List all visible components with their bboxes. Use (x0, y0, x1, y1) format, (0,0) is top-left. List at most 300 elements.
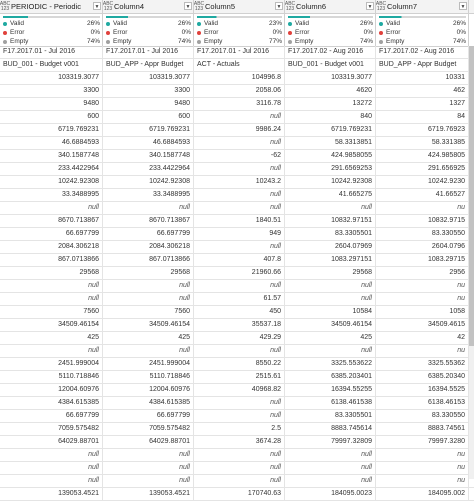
table-cell[interactable]: F17.2017.01 - Jul 2016 (103, 46, 194, 58)
valid-dot-icon (379, 22, 383, 26)
table-cell[interactable]: 2515.61 (194, 371, 285, 383)
table-row (0, 306, 474, 319)
table-cell[interactable]: nu (376, 345, 469, 357)
table-cell[interactable]: 7059.575482 (0, 423, 103, 435)
table-cell[interactable]: 9986.24 (194, 124, 285, 136)
table-row (0, 111, 474, 124)
valid-dot-icon (288, 22, 292, 26)
table-cell[interactable]: null (285, 280, 376, 292)
table-cell[interactable]: 10242.92308 (285, 176, 376, 188)
any-type-icon: ABC 123 (0, 0, 11, 12)
valid-dot-icon (197, 22, 201, 26)
table-cell[interactable]: 5110.718846 (0, 371, 103, 383)
table-row (0, 85, 474, 98)
table-cell[interactable]: 10243.2 (194, 176, 285, 188)
table-cell[interactable]: 8670.713867 (0, 215, 103, 227)
quality-valid-line (106, 19, 191, 28)
table-cell[interactable]: ACT - Actuals (194, 59, 285, 71)
quality-error-line (106, 28, 191, 37)
quality-valid-label: Valid (379, 20, 400, 27)
table-row (0, 371, 474, 384)
quality-bar (3, 16, 100, 18)
table-cell[interactable]: 9480 (0, 98, 103, 110)
table-cell[interactable]: null (194, 410, 285, 422)
error-dot-icon (197, 31, 201, 35)
table-cell[interactable]: 2058.06 (194, 85, 285, 97)
table-cell[interactable]: 66.697799 (0, 228, 103, 240)
table-cell[interactable]: 83.330550 (376, 228, 469, 240)
table-cell[interactable]: 2.5 (194, 423, 285, 435)
table-cell[interactable]: 13272 (285, 98, 376, 110)
table-cell[interactable]: 4620 (285, 85, 376, 97)
table-cell[interactable]: 29568 (0, 267, 103, 279)
table-row (0, 488, 474, 501)
table-row (0, 46, 474, 59)
table-row (0, 254, 474, 267)
error-dot-icon (3, 31, 7, 35)
table-cell[interactable]: 2604.07969 (285, 241, 376, 253)
table-cell[interactable]: null (285, 475, 376, 487)
quality-valid-value: 23% (268, 20, 282, 27)
table-cell[interactable]: null (0, 475, 103, 487)
table-cell[interactable]: 425 (285, 332, 376, 344)
quality-bar (379, 16, 466, 18)
table-cell[interactable]: 29568 (285, 267, 376, 279)
quality-bar (197, 16, 282, 18)
quality-empty-label: Empty (197, 38, 222, 45)
quality-error-value: 0% (363, 29, 373, 36)
column-filter-dropdown-icon[interactable]: ▼ (185, 4, 191, 10)
table-cell[interactable]: 1083.297151 (285, 254, 376, 266)
quality-valid-label: Valid (106, 20, 127, 27)
column-header-2[interactable] (103, 0, 194, 13)
table-cell[interactable]: 340.1587748 (0, 150, 103, 162)
table-cell[interactable]: 600 (103, 111, 194, 123)
table-cell[interactable]: null (103, 462, 194, 474)
table-row (0, 384, 474, 397)
table-cell[interactable]: 103319.3077 (285, 72, 376, 84)
column-header-row (0, 0, 474, 14)
table-cell[interactable]: nu (376, 449, 469, 461)
table-cell[interactable]: 450 (194, 306, 285, 318)
table-cell[interactable]: BUD_001 - Budget v001 (0, 59, 103, 71)
quality-valid-label: Valid (288, 20, 309, 27)
table-cell[interactable]: null (0, 462, 103, 474)
quality-error-value: 0% (456, 29, 466, 36)
table-cell[interactable]: 83.330550 (376, 410, 469, 422)
table-cell[interactable]: 3325.55362 (376, 358, 469, 370)
table-cell[interactable]: 10832.97151 (285, 215, 376, 227)
table-cell[interactable]: 66.697799 (103, 228, 194, 240)
table-cell[interactable]: 425 (103, 332, 194, 344)
table-cell[interactable]: 184095.002 (376, 488, 469, 500)
table-cell[interactable]: 233.4422964 (103, 163, 194, 175)
table-cell[interactable]: 949 (194, 228, 285, 240)
table-row (0, 202, 474, 215)
table-cell[interactable]: 66.697799 (0, 410, 103, 422)
table-cell[interactable]: 7560 (0, 306, 103, 318)
column-quality-3 (194, 14, 285, 46)
table-cell[interactable]: 10584 (285, 306, 376, 318)
table-cell[interactable]: 8883.745614 (285, 423, 376, 435)
table-row (0, 410, 474, 423)
table-cell[interactable]: 34509.46154 (103, 319, 194, 331)
table-cell[interactable]: null (194, 280, 285, 292)
quality-empty-line (106, 37, 191, 46)
table-row (0, 449, 474, 462)
table-cell[interactable]: 10242.9230 (376, 176, 469, 188)
table-cell[interactable]: 104996.8 (194, 72, 285, 84)
table-cell[interactable]: 429.29 (194, 332, 285, 344)
column-quality-5 (376, 14, 469, 46)
table-cell[interactable]: null (285, 293, 376, 305)
quality-empty-label: Empty (3, 38, 28, 45)
table-cell[interactable]: 64029.88701 (103, 436, 194, 448)
table-cell[interactable]: -62 (194, 150, 285, 162)
quality-empty-label: Empty (106, 38, 131, 45)
table-cell[interactable]: null (194, 163, 285, 175)
quality-empty-label: Empty (379, 38, 404, 45)
column-quality-1 (0, 14, 103, 46)
table-cell[interactable]: 2451.999004 (0, 358, 103, 370)
table-row (0, 280, 474, 293)
table-row (0, 163, 474, 176)
quality-valid-line (288, 19, 373, 28)
table-row (0, 332, 474, 345)
quality-error-value: 0% (272, 29, 282, 36)
table-cell[interactable]: 4384.615385 (103, 397, 194, 409)
quality-empty-line (3, 37, 100, 46)
error-dot-icon (106, 31, 110, 35)
table-cell[interactable]: 600 (0, 111, 103, 123)
quality-valid-label: Valid (197, 20, 218, 27)
table-row (0, 358, 474, 371)
table-cell[interactable]: 3300 (0, 85, 103, 97)
table-cell[interactable]: 6719.76923 (376, 124, 469, 136)
quality-empty-line (379, 37, 466, 46)
table-cell[interactable]: 66.697799 (103, 410, 194, 422)
quality-error-label: Error (197, 29, 218, 36)
table-cell[interactable]: 139053.4521 (103, 488, 194, 500)
table-cell[interactable]: null (0, 280, 103, 292)
empty-dot-icon (3, 40, 7, 44)
table-cell[interactable]: 83.3305501 (285, 410, 376, 422)
table-cell[interactable]: 34509.46154 (0, 319, 103, 331)
table-cell[interactable]: null (0, 449, 103, 461)
table-cell[interactable]: 6719.769231 (103, 124, 194, 136)
table-cell[interactable]: 840 (285, 111, 376, 123)
table-cell[interactable]: 1327 (376, 98, 469, 110)
table-row (0, 345, 474, 358)
table-cell[interactable]: null (194, 475, 285, 487)
table-cell[interactable]: null (103, 475, 194, 487)
table-cell[interactable]: 867.0713866 (103, 254, 194, 266)
quality-empty-line (197, 37, 282, 46)
quality-valid-value: 26% (452, 20, 466, 27)
table-cell[interactable]: 6385.20340 (376, 371, 469, 383)
table-cell[interactable]: 2084.306218 (0, 241, 103, 253)
table-cell[interactable]: 103319.3077 (103, 72, 194, 84)
table-cell[interactable]: null (0, 293, 103, 305)
table-row (0, 150, 474, 163)
table-cell[interactable]: 425 (0, 332, 103, 344)
table-cell[interactable]: 79997.32809 (285, 436, 376, 448)
empty-dot-icon (288, 40, 292, 44)
table-cell[interactable]: 10242.92308 (0, 176, 103, 188)
table-cell[interactable]: 58.331385 (376, 137, 469, 149)
quality-valid-line (379, 19, 466, 28)
table-cell[interactable]: 867.0713866 (0, 254, 103, 266)
quality-error-label: Error (106, 29, 127, 36)
column-header-3[interactable] (194, 0, 285, 13)
table-cell[interactable]: 7059.575482 (103, 423, 194, 435)
table-cell[interactable]: null (103, 449, 194, 461)
table-cell[interactable]: 46.6884593 (0, 137, 103, 149)
table-cell[interactable]: 58.3313851 (285, 137, 376, 149)
table-cell[interactable]: 10242.92308 (103, 176, 194, 188)
quality-error-label: Error (3, 29, 24, 36)
table-cell[interactable]: 41.66527 (376, 189, 469, 201)
table-cell[interactable]: null (103, 345, 194, 357)
quality-empty-value: 77% (268, 38, 282, 45)
valid-dot-icon (106, 22, 110, 26)
table-row (0, 189, 474, 202)
error-dot-icon (288, 31, 292, 35)
table-cell[interactable]: null (194, 189, 285, 201)
table-cell[interactable]: 29568 (103, 267, 194, 279)
column-quality-2 (103, 14, 194, 46)
any-type-icon: ABC 123 (194, 0, 205, 12)
table-cell[interactable]: 6385.203401 (285, 371, 376, 383)
table-cell[interactable]: null (194, 137, 285, 149)
table-row (0, 397, 474, 410)
table-cell[interactable]: 12004.60976 (103, 384, 194, 396)
table-row (0, 98, 474, 111)
quality-empty-value: 74% (86, 38, 100, 45)
quality-empty-line (288, 37, 373, 46)
table-cell[interactable]: 1058 (376, 306, 469, 318)
table-cell[interactable]: 6719.769231 (285, 124, 376, 136)
quality-error-line (288, 28, 373, 37)
table-cell[interactable]: F17.2017.01 - Jul 2016 (194, 46, 285, 58)
column-header-1[interactable] (0, 0, 103, 13)
table-cell[interactable]: nu (376, 280, 469, 292)
table-row (0, 59, 474, 72)
table-cell[interactable]: 2604.0796 (376, 241, 469, 253)
table-cell[interactable]: null (194, 202, 285, 214)
table-cell[interactable]: 3300 (103, 85, 194, 97)
table-cell[interactable]: 6719.769231 (0, 124, 103, 136)
table-cell[interactable]: null (103, 202, 194, 214)
table-cell[interactable]: 5110.718846 (103, 371, 194, 383)
quality-error-value: 0% (181, 29, 191, 36)
table-row (0, 423, 474, 436)
table-cell[interactable]: BUD_APP - Appr Budget (376, 59, 469, 71)
quality-bar (106, 16, 191, 18)
table-cell[interactable]: 233.4422964 (0, 163, 103, 175)
column-filter-dropdown-icon[interactable]: ▼ (94, 4, 100, 10)
table-cell[interactable]: 7560 (103, 306, 194, 318)
table-cell[interactable]: 3325.553622 (285, 358, 376, 370)
table-row (0, 293, 474, 306)
quality-valid-label: Valid (3, 20, 24, 27)
column-quality-4 (285, 14, 376, 46)
table-cell[interactable]: 83.3305501 (285, 228, 376, 240)
table-cell[interactable]: 9480 (103, 98, 194, 110)
table-cell[interactable]: null (103, 293, 194, 305)
table-cell[interactable]: null (285, 462, 376, 474)
table-cell[interactable]: 8883.74561 (376, 423, 469, 435)
quality-valid-value: 26% (359, 20, 373, 27)
column-name: Column5 (205, 2, 236, 11)
table-cell[interactable]: 61.57 (194, 293, 285, 305)
quality-empty-label: Empty (288, 38, 313, 45)
table-cell[interactable]: null (194, 241, 285, 253)
table-cell[interactable]: 34509.46154 (285, 319, 376, 331)
vertical-scrollbar[interactable] (469, 46, 474, 479)
quality-error-line (197, 28, 282, 37)
table-row (0, 137, 474, 150)
table-cell[interactable]: 35537.18 (194, 319, 285, 331)
table-cell[interactable]: 16394.55255 (285, 384, 376, 396)
quality-error-label: Error (379, 29, 400, 36)
table-cell[interactable]: 33.3488995 (103, 189, 194, 201)
table-cell[interactable]: null (0, 202, 103, 214)
quality-empty-value: 74% (359, 38, 373, 45)
table-cell[interactable]: nu (376, 475, 469, 487)
table-cell[interactable]: BUD_APP - Appr Budget (103, 59, 194, 71)
table-cell[interactable]: 21960.66 (194, 267, 285, 279)
table-cell[interactable]: nu (376, 293, 469, 305)
table-cell[interactable]: 103319.3077 (0, 72, 103, 84)
quality-empty-value: 74% (452, 38, 466, 45)
quality-valid-line (197, 19, 282, 28)
table-cell[interactable]: 79997.3280 (376, 436, 469, 448)
column-filter-dropdown-icon[interactable]: ▼ (276, 4, 282, 10)
table-cell[interactable]: 84 (376, 111, 469, 123)
table-row (0, 241, 474, 254)
column-name: Column4 (114, 2, 145, 11)
table-cell[interactable]: 4384.615385 (0, 397, 103, 409)
table-cell[interactable]: 2956 (376, 267, 469, 279)
table-cell[interactable]: 291.656925 (376, 163, 469, 175)
table-cell[interactable]: 2451.999004 (103, 358, 194, 370)
table-cell[interactable]: 6138.46153 (376, 397, 469, 409)
table-cell[interactable]: null (194, 462, 285, 474)
any-type-icon: ABC 123 (376, 0, 387, 12)
table-cell[interactable]: nu (376, 202, 469, 214)
table-cell[interactable]: F17.2017.02 - Aug 2016 (376, 46, 469, 58)
table-cell[interactable]: 184095.0023 (285, 488, 376, 500)
table-cell[interactable]: nu (376, 462, 469, 474)
table-row (0, 475, 474, 488)
table-cell[interactable]: 1083.29715 (376, 254, 469, 266)
table-row (0, 462, 474, 475)
table-cell[interactable]: 40968.82 (194, 384, 285, 396)
table-row (0, 319, 474, 332)
table-cell[interactable]: 12004.60976 (0, 384, 103, 396)
table-cell[interactable]: null (194, 345, 285, 357)
quality-valid-value: 26% (177, 20, 191, 27)
quality-error-value: 0% (90, 29, 100, 36)
table-cell[interactable]: 139053.4521 (0, 488, 103, 500)
table-cell[interactable]: null (103, 280, 194, 292)
column-name: PERIODIC - Periodic (11, 2, 82, 11)
valid-dot-icon (3, 22, 7, 26)
table-cell[interactable]: 33.3488995 (0, 189, 103, 201)
table-cell[interactable]: 16394.5525 (376, 384, 469, 396)
error-dot-icon (379, 31, 383, 35)
table-cell[interactable]: 1840.51 (194, 215, 285, 227)
table-cell[interactable]: 462 (376, 85, 469, 97)
column-quality-row (0, 14, 474, 47)
table-cell[interactable]: F17.2017.01 - Jul 2016 (0, 46, 103, 58)
table-cell[interactable]: null (194, 449, 285, 461)
table-row (0, 215, 474, 228)
table-row (0, 436, 474, 449)
empty-dot-icon (379, 40, 383, 44)
table-cell[interactable]: 46.6884593 (103, 137, 194, 149)
any-type-icon: ABC 123 (285, 0, 296, 12)
table-cell[interactable]: 424.9858055 (285, 150, 376, 162)
table-cell[interactable]: null (194, 397, 285, 409)
quality-error-line (379, 28, 466, 37)
table-cell[interactable]: 3674.28 (194, 436, 285, 448)
any-type-icon: ABC 123 (103, 0, 114, 12)
quality-valid-value: 26% (86, 20, 100, 27)
table-cell[interactable]: 10331 (376, 72, 469, 84)
table-cell[interactable]: null (285, 202, 376, 214)
column-header-4[interactable] (285, 0, 376, 13)
empty-dot-icon (106, 40, 110, 44)
table-cell[interactable]: 291.6569253 (285, 163, 376, 175)
table-cell[interactable]: F17.2017.02 - Aug 2016 (285, 46, 376, 58)
scrollbar-thumb[interactable] (469, 46, 474, 346)
quality-error-line (3, 28, 100, 37)
table-cell[interactable]: 8550.22 (194, 358, 285, 370)
table-cell[interactable]: 41.665275 (285, 189, 376, 201)
quality-valid-line (3, 19, 100, 28)
table-cell[interactable]: 340.1587748 (103, 150, 194, 162)
table-body (0, 46, 474, 501)
table-row (0, 267, 474, 280)
table-cell[interactable]: 2084.306218 (103, 241, 194, 253)
column-filter-dropdown-icon[interactable]: ▼ (460, 4, 466, 10)
table-cell[interactable]: 3116.78 (194, 98, 285, 110)
quality-empty-value: 74% (177, 38, 191, 45)
table-cell[interactable]: BUD_001 - Budget v001 (285, 59, 376, 71)
table-row (0, 176, 474, 189)
table-cell[interactable]: 6138.461538 (285, 397, 376, 409)
table-cell[interactable]: null (285, 345, 376, 357)
table-cell[interactable]: 64029.88701 (0, 436, 103, 448)
table-cell[interactable]: 10832.9715 (376, 215, 469, 227)
quality-error-label: Error (288, 29, 309, 36)
column-name: Column7 (387, 2, 418, 11)
table-cell[interactable]: 407.8 (194, 254, 285, 266)
table-cell[interactable]: 424.985805 (376, 150, 469, 162)
table-cell[interactable]: null (285, 449, 376, 461)
table-cell[interactable]: 8670.713867 (103, 215, 194, 227)
table-cell[interactable]: null (194, 111, 285, 123)
table-cell[interactable]: 42 (376, 332, 469, 344)
column-filter-dropdown-icon[interactable]: ▼ (367, 4, 373, 10)
table-cell[interactable]: 34509.4615 (376, 319, 469, 331)
table-cell[interactable]: null (0, 345, 103, 357)
table-row (0, 124, 474, 137)
table-cell[interactable]: 170740.63 (194, 488, 285, 500)
column-header-5[interactable] (376, 0, 469, 13)
